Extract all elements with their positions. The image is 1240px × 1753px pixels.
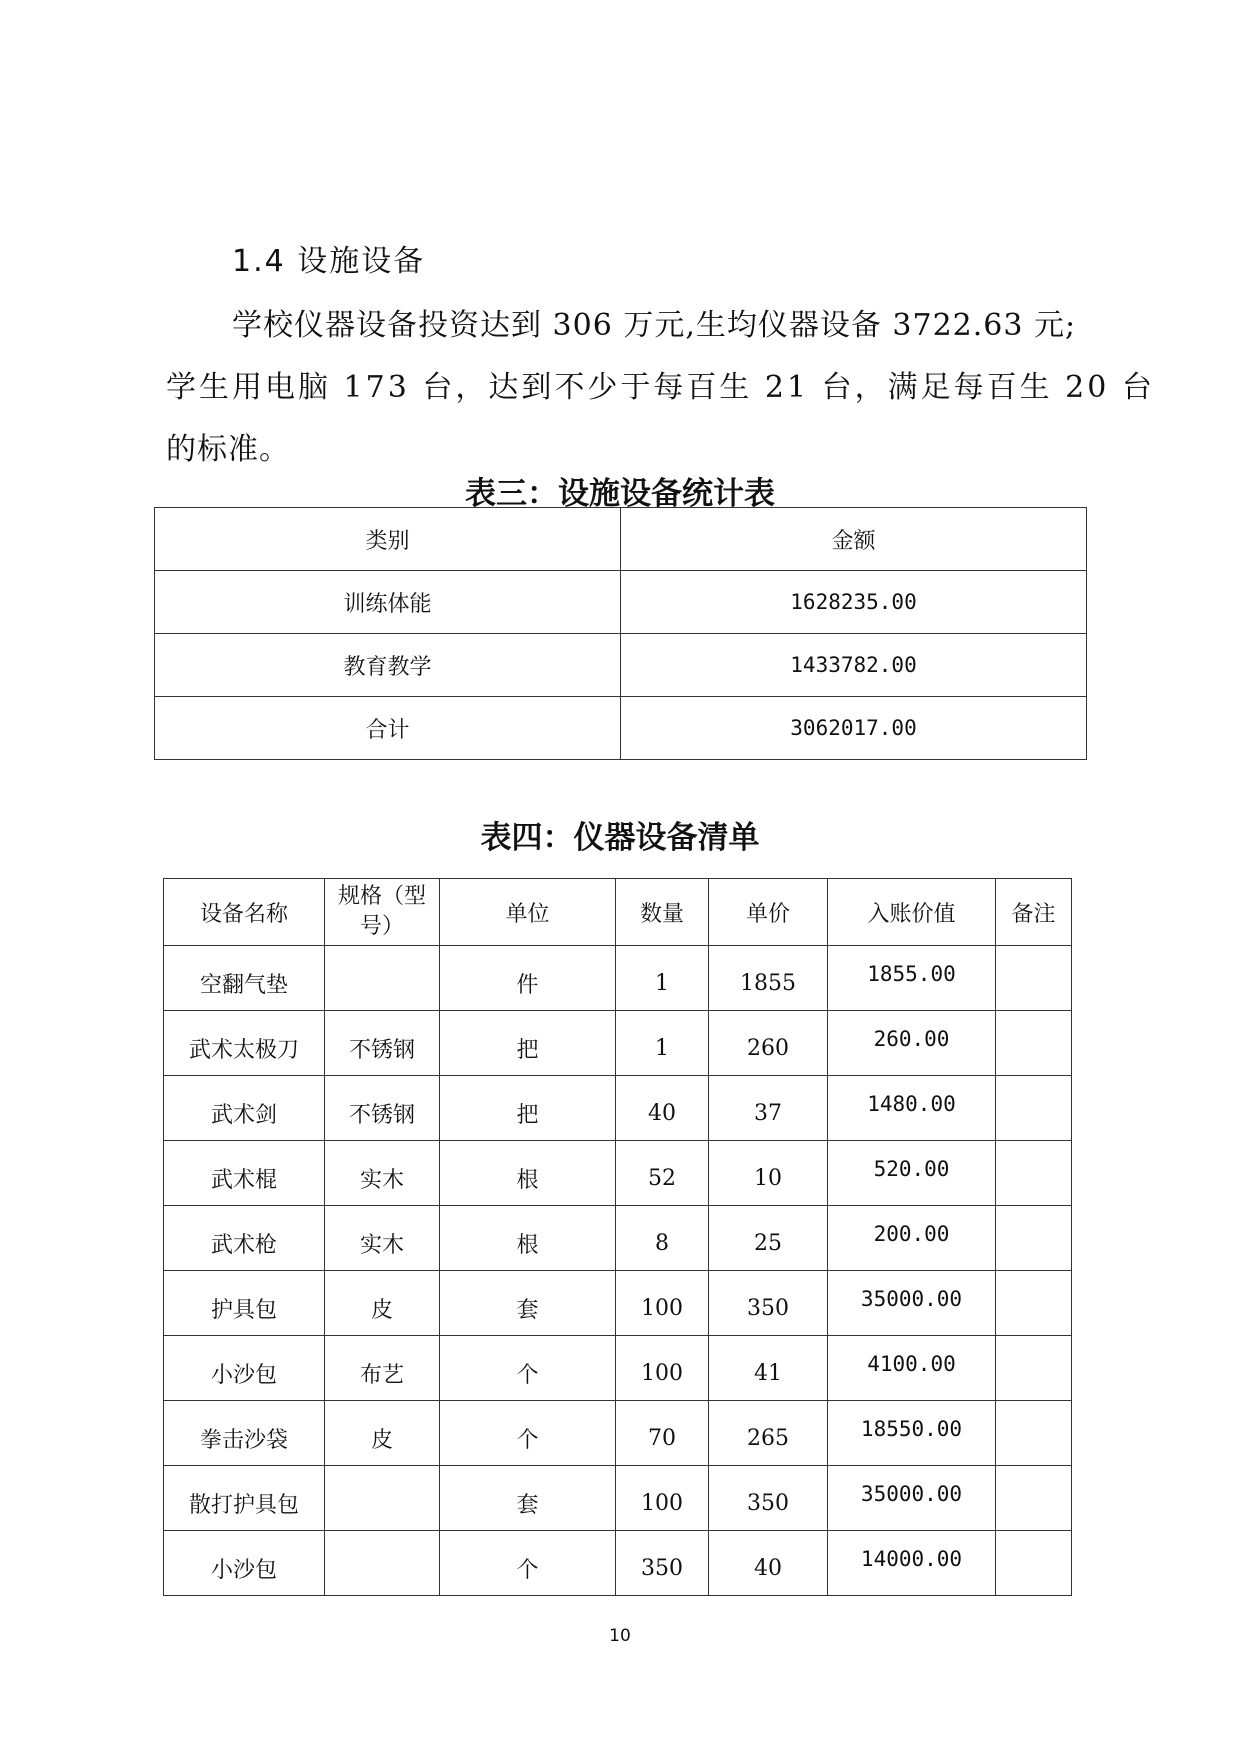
table4-title: 表四：仪器设备清单 xyxy=(480,820,760,856)
quantity-cell: 70 xyxy=(616,1401,709,1466)
remarks-cell xyxy=(996,1401,1072,1466)
book-value-cell: 35000.00 xyxy=(828,1271,996,1336)
quantity-cell: 52 xyxy=(616,1141,709,1206)
header-unit: 单位 xyxy=(440,879,616,946)
specification-cell: 不锈钢 xyxy=(325,1011,440,1076)
category-cell: 合计 xyxy=(155,697,621,760)
quantity-cell: 100 xyxy=(616,1466,709,1531)
header-specification: 规格（型号） xyxy=(325,879,440,946)
equipment-name-cell: 武术太极刀 xyxy=(164,1011,325,1076)
equipment-name-cell: 拳击沙袋 xyxy=(164,1401,325,1466)
equipment-name-cell: 小沙包 xyxy=(164,1531,325,1596)
quantity-cell: 8 xyxy=(616,1206,709,1271)
equipment-name-cell: 武术棍 xyxy=(164,1141,325,1206)
header-quantity: 数量 xyxy=(616,879,709,946)
specification-cell: 布艺 xyxy=(325,1336,440,1401)
paragraph-line-2: 学生用电脑 173 台，达到不少于每百生 21 台，满足每百生 20 台 xyxy=(166,370,1155,405)
equipment-name-cell: 武术剑 xyxy=(164,1076,325,1141)
page-number: 10 xyxy=(609,1626,631,1646)
specification-cell xyxy=(325,946,440,1011)
book-value-cell: 1480.00 xyxy=(828,1076,996,1141)
facility-statistics-table xyxy=(154,507,1087,760)
specification-cell: 不锈钢 xyxy=(325,1076,440,1141)
header-category: 类别 xyxy=(155,508,621,571)
specification-cell xyxy=(325,1531,440,1596)
book-value-cell: 260.00 xyxy=(828,1011,996,1076)
unit-price-cell: 1855 xyxy=(709,946,828,1011)
table-row xyxy=(155,634,1087,697)
table-row xyxy=(164,1076,1072,1141)
quantity-cell: 350 xyxy=(616,1531,709,1596)
remarks-cell xyxy=(996,1011,1072,1076)
table-row xyxy=(164,1206,1072,1271)
book-value-cell: 1855.00 xyxy=(828,946,996,1011)
specification-cell: 皮 xyxy=(325,1271,440,1336)
table-row xyxy=(164,1466,1072,1531)
book-value-cell: 200.00 xyxy=(828,1206,996,1271)
table-row xyxy=(164,1141,1072,1206)
table-row xyxy=(155,697,1087,760)
book-value-cell: 35000.00 xyxy=(828,1466,996,1531)
unit-cell: 个 xyxy=(440,1401,616,1466)
book-value-cell: 520.00 xyxy=(828,1141,996,1206)
specification-cell: 皮 xyxy=(325,1401,440,1466)
remarks-cell xyxy=(996,1336,1072,1401)
unit-price-cell: 25 xyxy=(709,1206,828,1271)
remarks-cell xyxy=(996,1271,1072,1336)
amount-cell: 3062017.00 xyxy=(621,697,1087,760)
remarks-cell xyxy=(996,1141,1072,1206)
unit-cell: 个 xyxy=(440,1336,616,1401)
table-row xyxy=(164,1336,1072,1401)
book-value-cell: 4100.00 xyxy=(828,1336,996,1401)
book-value-cell: 14000.00 xyxy=(828,1531,996,1596)
equipment-name-cell: 护具包 xyxy=(164,1271,325,1336)
specification-cell: 实木 xyxy=(325,1141,440,1206)
quantity-cell: 1 xyxy=(616,1011,709,1076)
paragraph-line-1: 学校仪器设备投资达到 306 万元,生均仪器设备 3722.63 元; xyxy=(232,308,1077,343)
quantity-cell: 100 xyxy=(616,1336,709,1401)
equipment-name-cell: 空翻气垫 xyxy=(164,946,325,1011)
remarks-cell xyxy=(996,1531,1072,1596)
unit-price-cell: 260 xyxy=(709,1011,828,1076)
unit-price-cell: 41 xyxy=(709,1336,828,1401)
unit-cell: 根 xyxy=(440,1206,616,1271)
section-heading: 1.4 设施设备 xyxy=(232,244,426,279)
unit-cell: 根 xyxy=(440,1141,616,1206)
equipment-name-cell: 小沙包 xyxy=(164,1336,325,1401)
amount-cell: 1628235.00 xyxy=(621,571,1087,634)
unit-price-cell: 37 xyxy=(709,1076,828,1141)
remarks-cell xyxy=(996,946,1072,1011)
table3-title: 表三：设施设备统计表 xyxy=(465,476,775,512)
quantity-cell: 100 xyxy=(616,1271,709,1336)
equipment-list-table xyxy=(163,878,1072,1596)
table-header-row xyxy=(155,508,1087,571)
unit-price-cell: 40 xyxy=(709,1531,828,1596)
table-row xyxy=(164,1271,1072,1336)
table-row xyxy=(164,1401,1072,1466)
header-remarks: 备注 xyxy=(996,879,1072,946)
header-equipment-name: 设备名称 xyxy=(164,879,325,946)
quantity-cell: 40 xyxy=(616,1076,709,1141)
unit-cell: 件 xyxy=(440,946,616,1011)
specification-cell: 实木 xyxy=(325,1206,440,1271)
equipment-name-cell: 散打护具包 xyxy=(164,1466,325,1531)
remarks-cell xyxy=(996,1206,1072,1271)
header-unit-price: 单价 xyxy=(709,879,828,946)
header-amount: 金额 xyxy=(621,508,1087,571)
category-cell: 训练体能 xyxy=(155,571,621,634)
specification-cell xyxy=(325,1466,440,1531)
header-book-value: 入账价值 xyxy=(828,879,996,946)
unit-cell: 个 xyxy=(440,1531,616,1596)
unit-price-cell: 350 xyxy=(709,1466,828,1531)
table-header-row xyxy=(164,879,1072,946)
unit-price-cell: 350 xyxy=(709,1271,828,1336)
remarks-cell xyxy=(996,1076,1072,1141)
remarks-cell xyxy=(996,1466,1072,1531)
unit-cell: 把 xyxy=(440,1076,616,1141)
unit-cell: 把 xyxy=(440,1011,616,1076)
book-value-cell: 18550.00 xyxy=(828,1401,996,1466)
unit-price-cell: 265 xyxy=(709,1401,828,1466)
quantity-cell: 1 xyxy=(616,946,709,1011)
unit-cell: 套 xyxy=(440,1271,616,1336)
table-row xyxy=(164,946,1072,1011)
unit-price-cell: 10 xyxy=(709,1141,828,1206)
table-row xyxy=(164,1531,1072,1596)
table-row xyxy=(164,1011,1072,1076)
table-row xyxy=(155,571,1087,634)
amount-cell: 1433782.00 xyxy=(621,634,1087,697)
paragraph-line-3: 的标准。 xyxy=(166,432,290,467)
unit-cell: 套 xyxy=(440,1466,616,1531)
equipment-name-cell: 武术枪 xyxy=(164,1206,325,1271)
category-cell: 教育教学 xyxy=(155,634,621,697)
